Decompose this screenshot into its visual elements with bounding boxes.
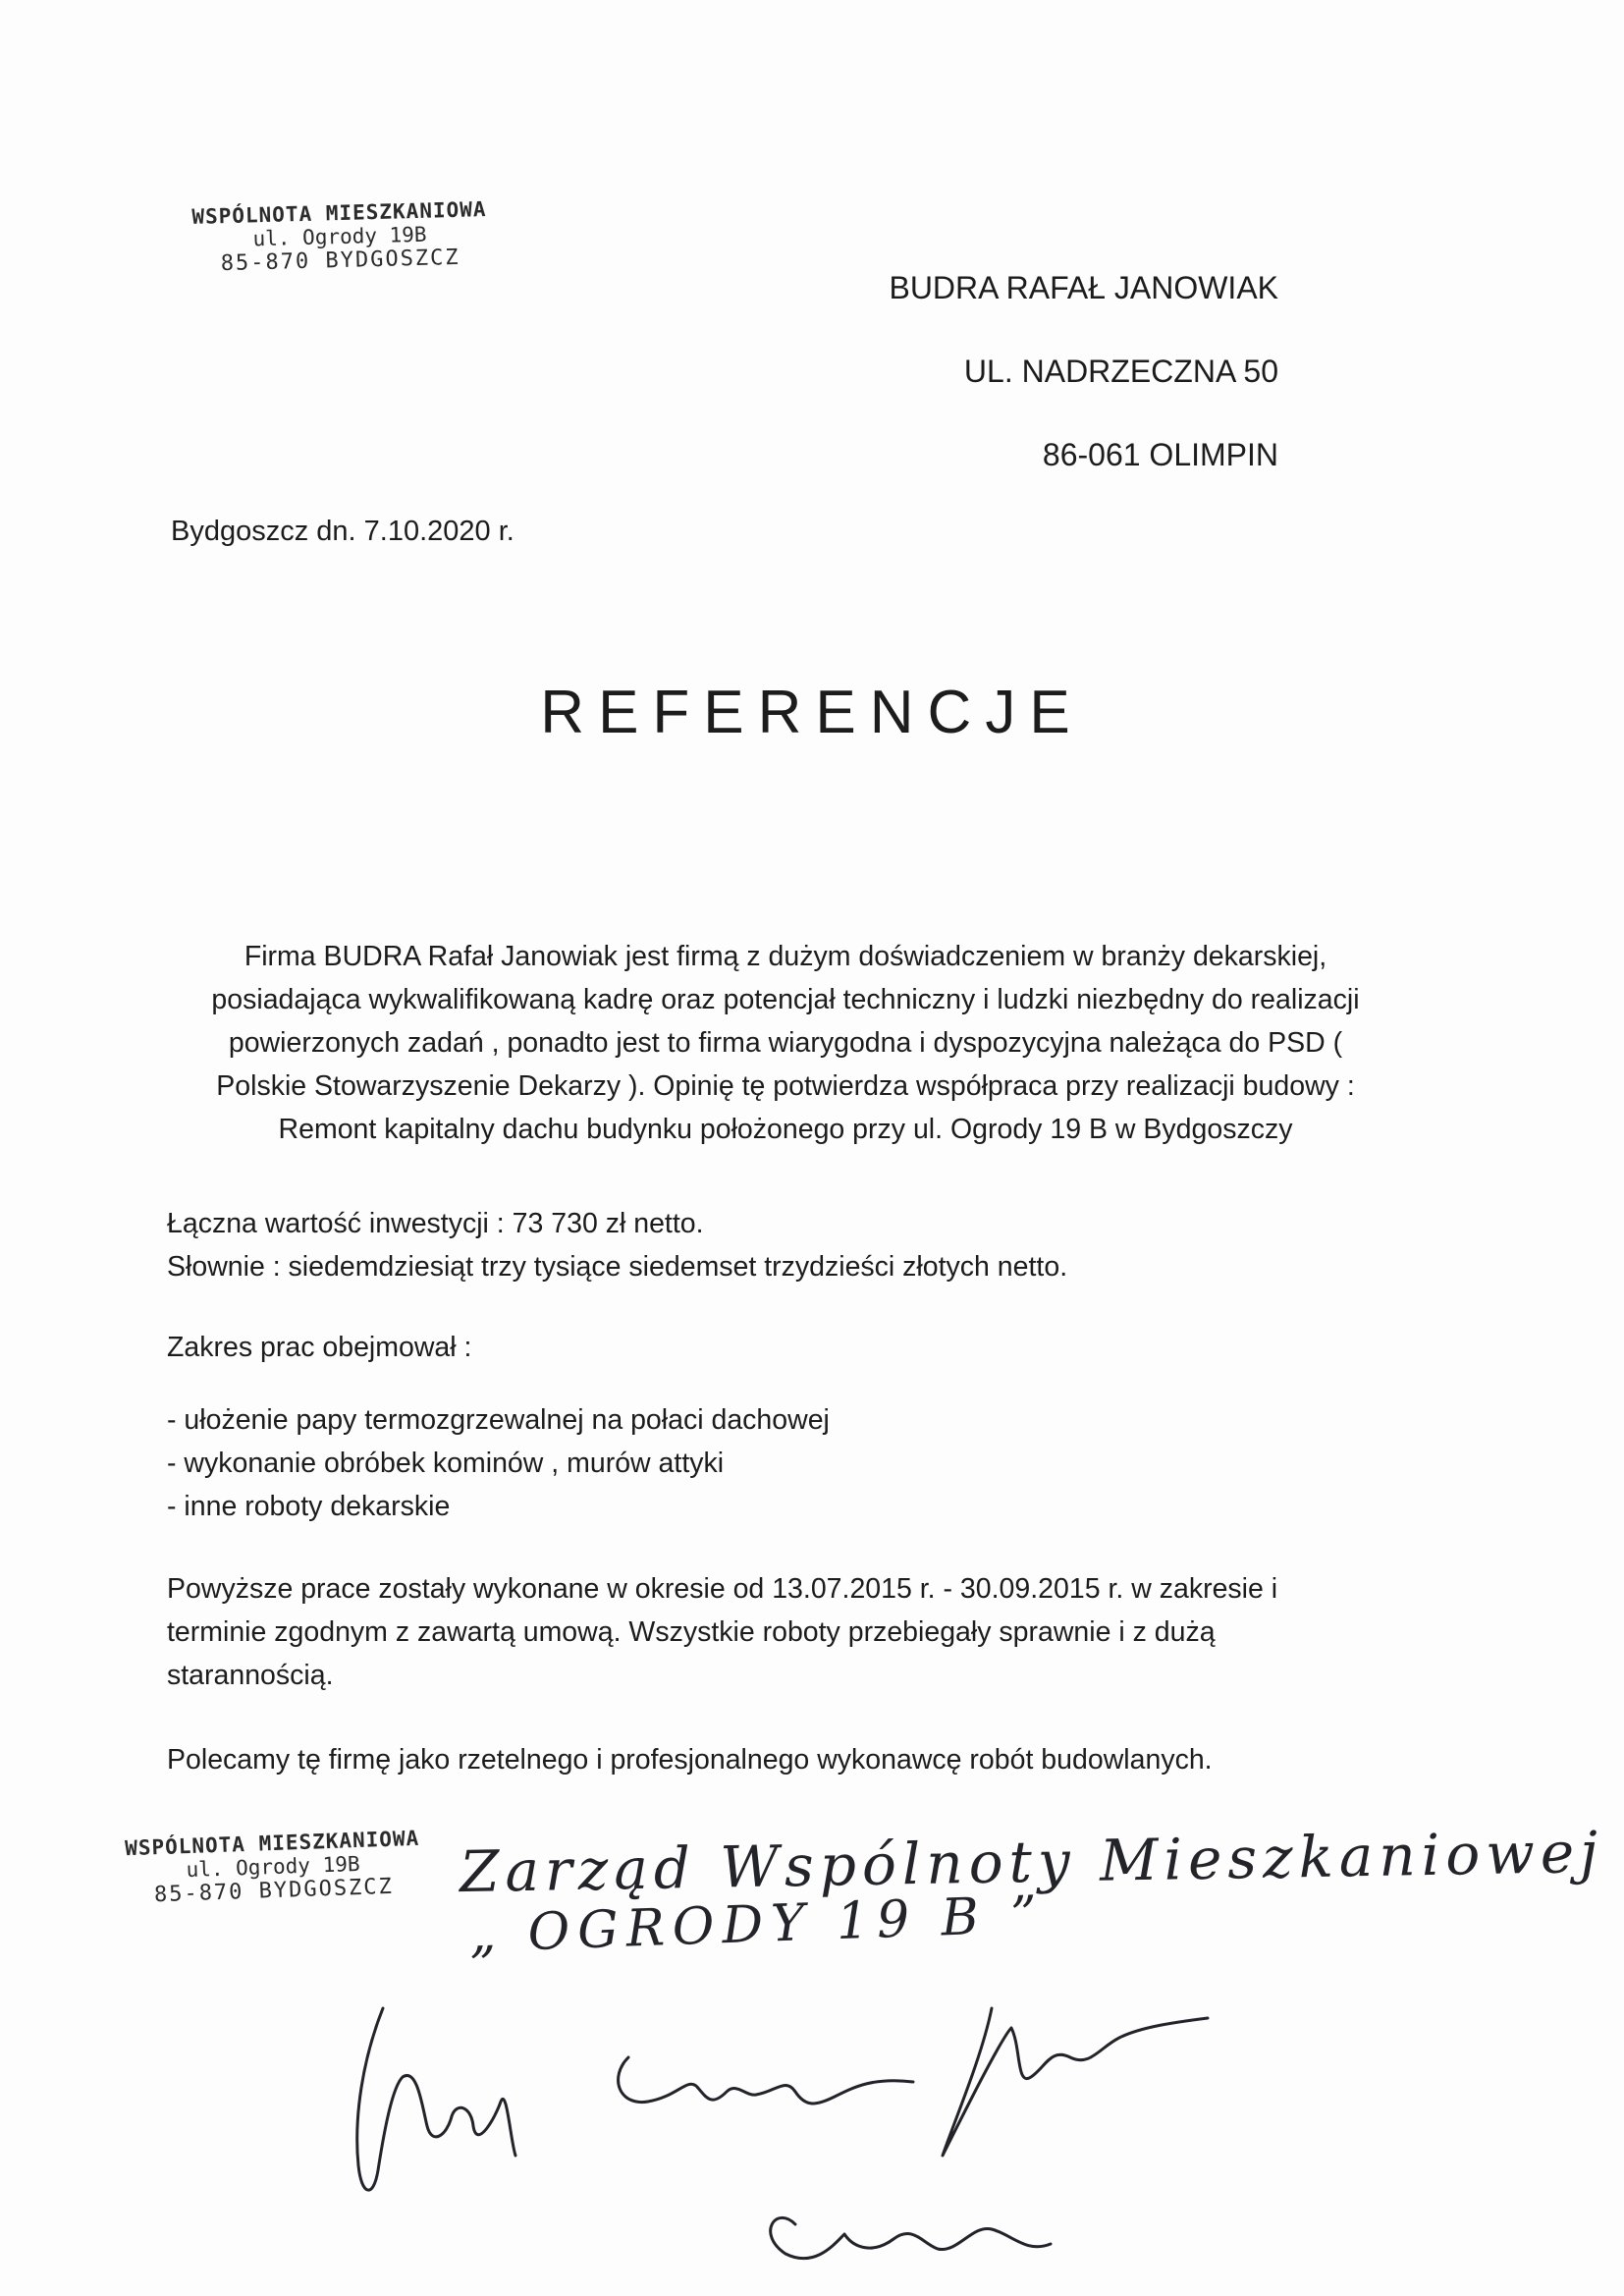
scope-heading: Zakres prac obejmował : <box>167 1332 472 1363</box>
stamp-line-street: ul. Ogrody 19B <box>252 222 427 251</box>
stamp-line-name: WSPÓLNOTA MIESZKANIOWA <box>191 197 487 229</box>
value-line: Łączna wartość inwestycji : 73 730 zł netto. <box>167 1208 704 1239</box>
letter-date: Bydgoszcz dn. 7.10.2020 r. <box>171 516 514 547</box>
signature-3 <box>943 2008 1208 2156</box>
stamp-line-street: ul. Ogrody 19B <box>186 1852 360 1883</box>
document-title: REFERENCJE <box>540 679 1084 746</box>
stamp-line-city: 85-870 BYDGOSZCZ <box>153 1875 395 1908</box>
signature-4 <box>771 2217 1051 2258</box>
recommendation-sentence: Polecamy tę firmę jako rzetelnego i profesjonalnego wykonawcę robót budowlanych. <box>167 1744 1213 1776</box>
signature-1 <box>357 2008 515 2190</box>
period-line: starannością. <box>167 1660 334 1691</box>
intro-line: Polskie Stowarzyszenie Dekarzy ). Opinię tę potwierdza współpraca przy realizacji budowy : <box>216 1070 1355 1102</box>
stamp-line-city: 85-870 BYDGOSZCZ <box>220 246 460 277</box>
intro-line: Firma BUDRA Rafał Janowiak jest firmą z dużym doświadczeniem w branży dekarskiej, <box>244 941 1327 972</box>
intro-line: Remont kapitalny dachu budynku położonego przy ul. Ogrody 19 B w Bydgoszczy <box>278 1114 1293 1145</box>
intro-line: powierzonych zadań , ponadto jest to firma wiarygodna i dyspozycyjna należąca do PSD ( <box>228 1027 1343 1059</box>
period-line: Powyższe prace zostały wykonane w okresie od 13.07.2015 r. - 30.09.2015 r. w zakresie i <box>167 1573 1278 1605</box>
recipient-city: 86-061 OLIMPIN <box>1042 437 1278 472</box>
intro-paragraph <box>128 935 1443 1151</box>
signature-2 <box>619 2057 913 2104</box>
stamp-line-name: WSPÓLNOTA MIESZKANIOWA <box>124 1826 420 1861</box>
intro-line: posiadająca wykwalifikowaną kadrę oraz potencjał techniczny i ludzki niezbędny do realizacji <box>211 984 1360 1015</box>
list-item: - wykonanie obróbek kominów , murów attyki <box>167 1448 725 1479</box>
handwritten-estate-name: „ OGRODY 19 B ” <box>468 1885 1046 1965</box>
handwritten-board-name: Zarząd Wspólnoty Mieszkaniowej <box>459 1818 1604 1906</box>
stamp-bottom <box>125 1827 422 1909</box>
list-item: - inne roboty dekarskie <box>167 1491 451 1522</box>
scope-list <box>167 1398 830 1528</box>
value-words-line: Słownie : siedemdziesiąt trzy tysiące siedemset trzydzieści złotych netto. <box>167 1251 1068 1283</box>
list-item: - ułożenie papy termozgrzewalnej na połaci dachowej <box>167 1404 830 1436</box>
period-line: terminie zgodnym z zawartą umową. Wszystkie roboty przebiegały sprawnie i z dużą <box>167 1616 1216 1648</box>
signatures <box>324 1969 1286 2283</box>
period-paragraph <box>167 1567 1277 1697</box>
stamp-top <box>191 197 488 277</box>
recipient-name: BUDRA RAFAŁ JANOWIAK <box>889 270 1278 305</box>
investment-value <box>167 1202 1067 1288</box>
recipient-street: UL. NADRZECZNA 50 <box>963 354 1278 389</box>
